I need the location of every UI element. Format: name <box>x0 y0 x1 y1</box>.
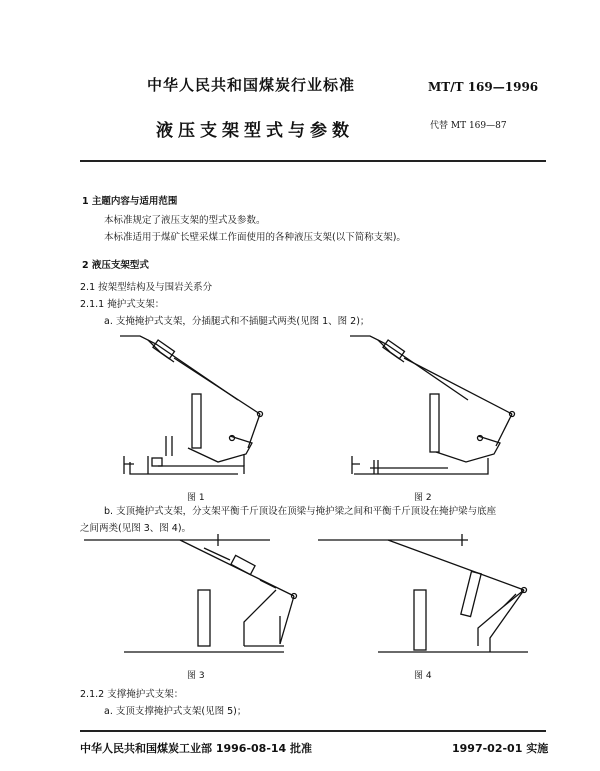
item-b-line-2: 之间两类(见图 3、图 4)。 <box>80 523 192 534</box>
item-b-line-1: b. 支顶掩护式支架，分支架平衡千斤顶设在顶梁与掩护梁之间和平衡千斤顶设在掩护梁与底座 <box>104 506 497 517</box>
figure-1-caption: 图 1 <box>187 493 205 503</box>
clause-2-1-2: 2.1.2 支撑掩护式支架： <box>80 689 184 700</box>
footer-rule <box>80 730 546 732</box>
figure-4-diagram <box>318 534 548 664</box>
figure-3-caption: 图 3 <box>187 671 205 681</box>
section-1-heading: 1 主题内容与适用范围 <box>82 196 178 207</box>
section-2-heading: 2 液压支架型式 <box>82 260 149 271</box>
section-1-paragraph-2: 本标准适用于煤矿长壁采煤工作面使用的各种液压支架(以下简称支架)。 <box>104 232 406 243</box>
standard-number: MT/T 169—1996 <box>428 80 539 94</box>
org-title: 中华人民共和国煤炭行业标准 <box>147 76 356 94</box>
section-1-paragraph-1: 本标准规定了液压支架的型式及参数。 <box>104 215 266 226</box>
document-title: 液压支架型式与参数 <box>156 121 354 141</box>
clause-2-1: 2.1 按架型结构及与围岩关系分 <box>80 282 213 293</box>
header-rule <box>80 160 546 162</box>
figure-2-caption: 图 2 <box>414 493 432 503</box>
figure-3-diagram <box>84 534 324 664</box>
effective-date: 1997-02-01 实施 <box>452 742 549 755</box>
replaces-note: 代替 MT 169—87 <box>430 121 507 131</box>
figure-4-caption: 图 4 <box>414 671 432 681</box>
figure-2-diagram <box>348 328 528 488</box>
approval-line: 中华人民共和国煤炭工业部 1996-08-14 批准 <box>80 742 313 755</box>
item-a-2: a. 支顶支撑掩护式支架(见图 5)； <box>104 706 247 717</box>
clause-2-1-1: 2.1.1 掩护式支架： <box>80 299 165 310</box>
figure-1-diagram <box>118 328 278 488</box>
item-a: a. 支掩掩护式支架，分插腿式和不插腿式两类(见图 1、图 2)； <box>104 316 370 327</box>
